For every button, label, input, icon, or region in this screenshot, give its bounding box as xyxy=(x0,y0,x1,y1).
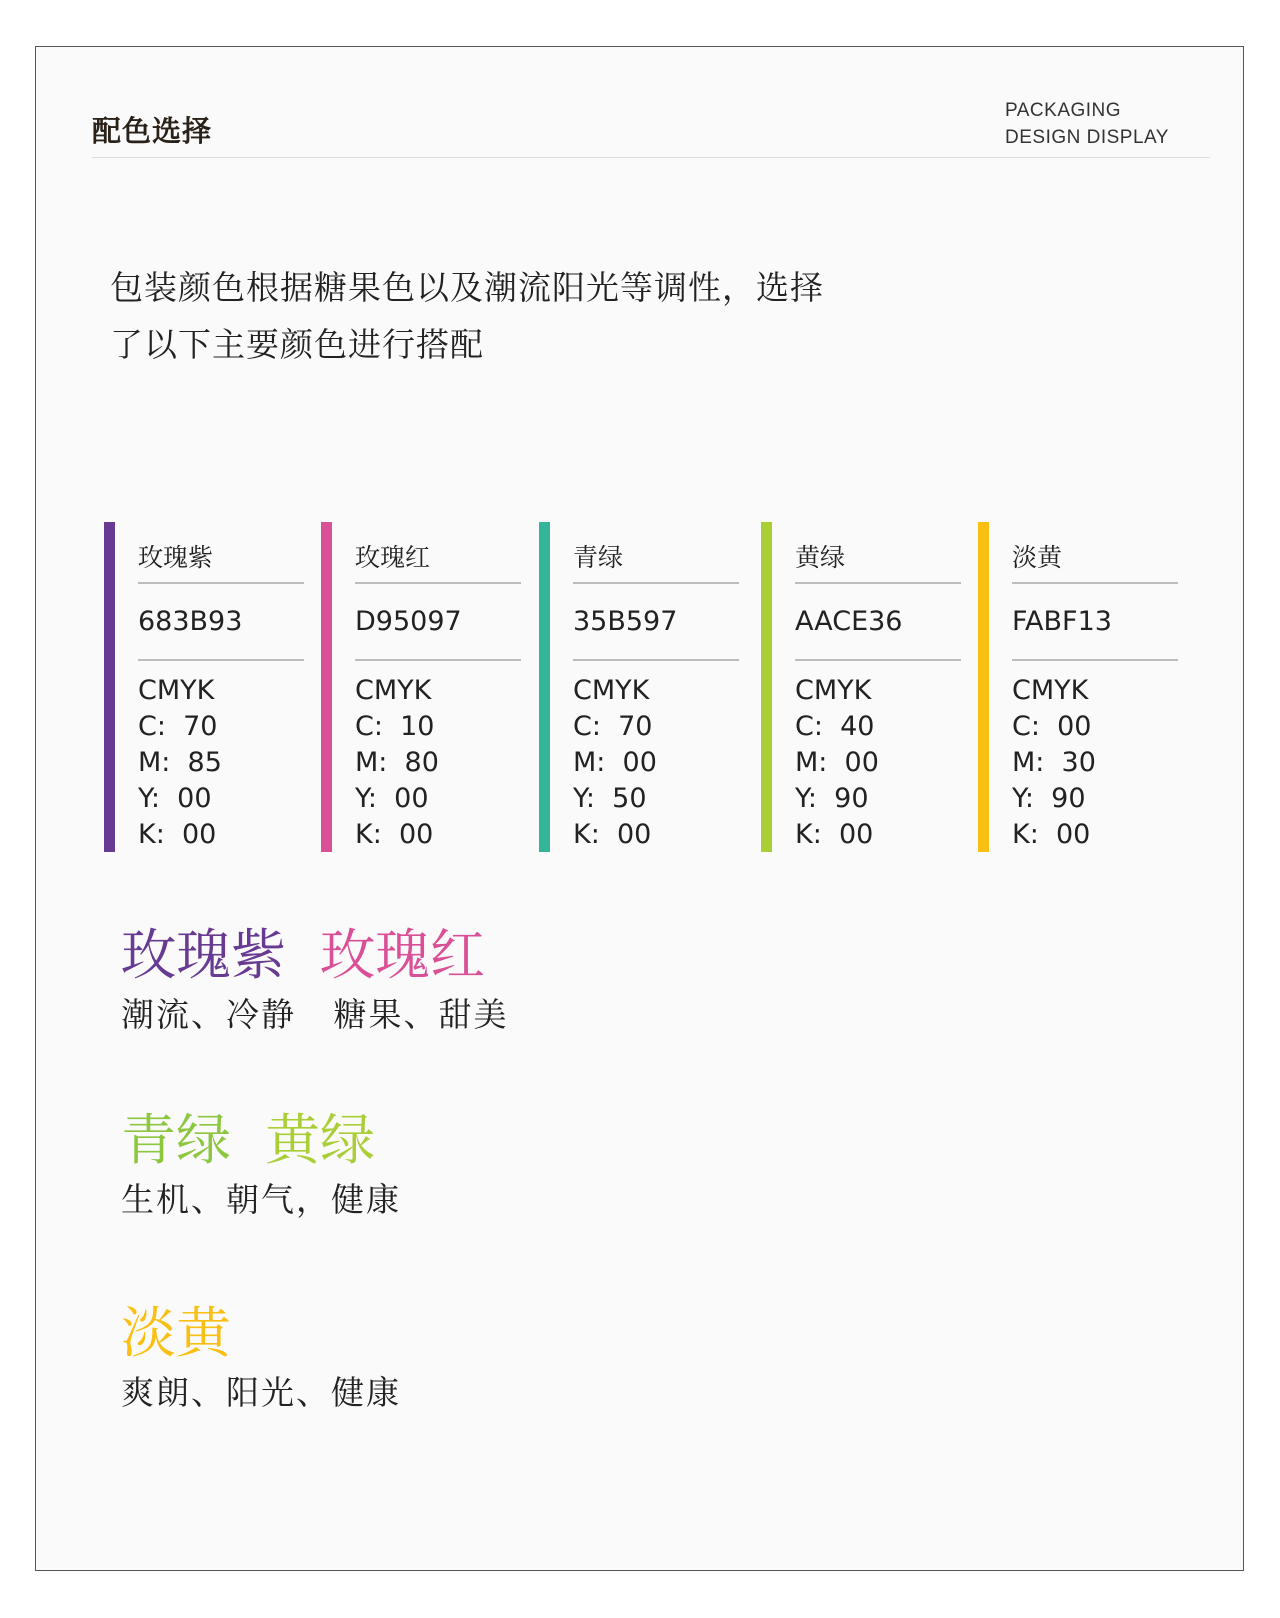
swatch-name: 玫瑰紫 xyxy=(138,543,214,572)
cmyk-m: M: 00 xyxy=(573,747,657,778)
cmyk-label: CMYK xyxy=(573,675,650,706)
mood-word: 淡黄 xyxy=(121,1301,232,1365)
cmyk-values xyxy=(138,673,222,853)
swatch-name: 青绿 xyxy=(573,543,624,572)
swatch-hex: 683B93 xyxy=(138,606,243,637)
header-divider xyxy=(92,157,1210,158)
cmyk-c: C: 10 xyxy=(355,711,435,742)
intro-paragraph xyxy=(110,259,930,373)
swatch-hex: AACE36 xyxy=(795,606,903,637)
mood-word: 黄绿 xyxy=(265,1108,376,1172)
cmyk-m: M: 85 xyxy=(138,747,222,778)
mood-color-names xyxy=(121,1301,401,1365)
divider xyxy=(1012,659,1178,661)
cmyk-values xyxy=(573,673,657,853)
divider xyxy=(355,659,521,661)
cmyk-label: CMYK xyxy=(1012,675,1089,706)
mood-color-names xyxy=(121,1108,409,1172)
color-bar xyxy=(761,522,772,852)
mood-group-greens xyxy=(121,1108,409,1222)
swatch-yellow-green xyxy=(761,522,961,852)
brand-line-2: DESIGN DISPLAY xyxy=(1005,127,1169,148)
cmyk-label: CMYK xyxy=(355,675,432,706)
brand-label xyxy=(1005,97,1169,151)
mood-word: 玫瑰红 xyxy=(320,923,486,987)
cmyk-values xyxy=(355,673,439,853)
mood-color-names xyxy=(121,923,519,987)
mood-description: 生机、朝气，健康 xyxy=(121,1180,401,1219)
mood-description: 爽朗、阳光、健康 xyxy=(121,1373,401,1412)
cmyk-y: Y: 00 xyxy=(138,783,212,814)
page-title: 配色选择 xyxy=(92,114,213,148)
swatch-name: 黄绿 xyxy=(795,543,846,572)
cmyk-m: M: 00 xyxy=(795,747,879,778)
divider xyxy=(573,659,739,661)
cmyk-values xyxy=(795,673,879,853)
swatch-teal-green xyxy=(539,522,739,852)
mood-group-purple-red xyxy=(121,923,519,1037)
color-bar xyxy=(321,522,332,852)
divider xyxy=(355,582,521,584)
swatch-light-yellow xyxy=(978,522,1178,852)
cmyk-k: K: 00 xyxy=(573,819,652,850)
cmyk-values xyxy=(1012,673,1096,853)
intro-line-2: 了以下主要颜色进行搭配 xyxy=(110,325,484,364)
mood-description: 潮流、冷静 糖果、甜美 xyxy=(121,995,509,1034)
swatch-rose-purple xyxy=(104,522,304,852)
swatch-name: 淡黄 xyxy=(1012,543,1063,572)
divider xyxy=(795,659,961,661)
color-bar xyxy=(104,522,115,852)
divider xyxy=(138,582,304,584)
color-bar xyxy=(978,522,989,852)
cmyk-c: C: 40 xyxy=(795,711,875,742)
divider xyxy=(795,582,961,584)
divider xyxy=(138,659,304,661)
cmyk-label: CMYK xyxy=(138,675,215,706)
cmyk-label: CMYK xyxy=(795,675,872,706)
brand-line-1: PACKAGING xyxy=(1005,100,1122,121)
cmyk-y: Y: 50 xyxy=(573,783,647,814)
cmyk-k: K: 00 xyxy=(355,819,434,850)
cmyk-m: M: 30 xyxy=(1012,747,1096,778)
mood-word: 青绿 xyxy=(121,1108,232,1172)
swatch-hex: D95097 xyxy=(355,606,462,637)
cmyk-y: Y: 90 xyxy=(795,783,869,814)
cmyk-c: C: 00 xyxy=(1012,711,1092,742)
swatch-name: 玫瑰红 xyxy=(355,543,431,572)
mood-word: 玫瑰紫 xyxy=(121,923,287,987)
cmyk-k: K: 00 xyxy=(138,819,217,850)
swatch-hex: 35B597 xyxy=(573,606,678,637)
swatch-hex: FABF13 xyxy=(1012,606,1112,637)
page-card xyxy=(35,46,1244,1571)
cmyk-m: M: 80 xyxy=(355,747,439,778)
cmyk-k: K: 00 xyxy=(1012,819,1091,850)
swatch-rose-red xyxy=(321,522,521,852)
cmyk-y: Y: 90 xyxy=(1012,783,1086,814)
cmyk-y: Y: 00 xyxy=(355,783,429,814)
intro-line-1: 包装颜色根据糖果色以及潮流阳光等调性，选择 xyxy=(110,268,824,307)
divider xyxy=(1012,582,1178,584)
divider xyxy=(573,582,739,584)
cmyk-c: C: 70 xyxy=(573,711,653,742)
color-bar xyxy=(539,522,550,852)
cmyk-k: K: 00 xyxy=(795,819,874,850)
mood-group-yellow xyxy=(121,1301,401,1415)
cmyk-c: C: 70 xyxy=(138,711,218,742)
